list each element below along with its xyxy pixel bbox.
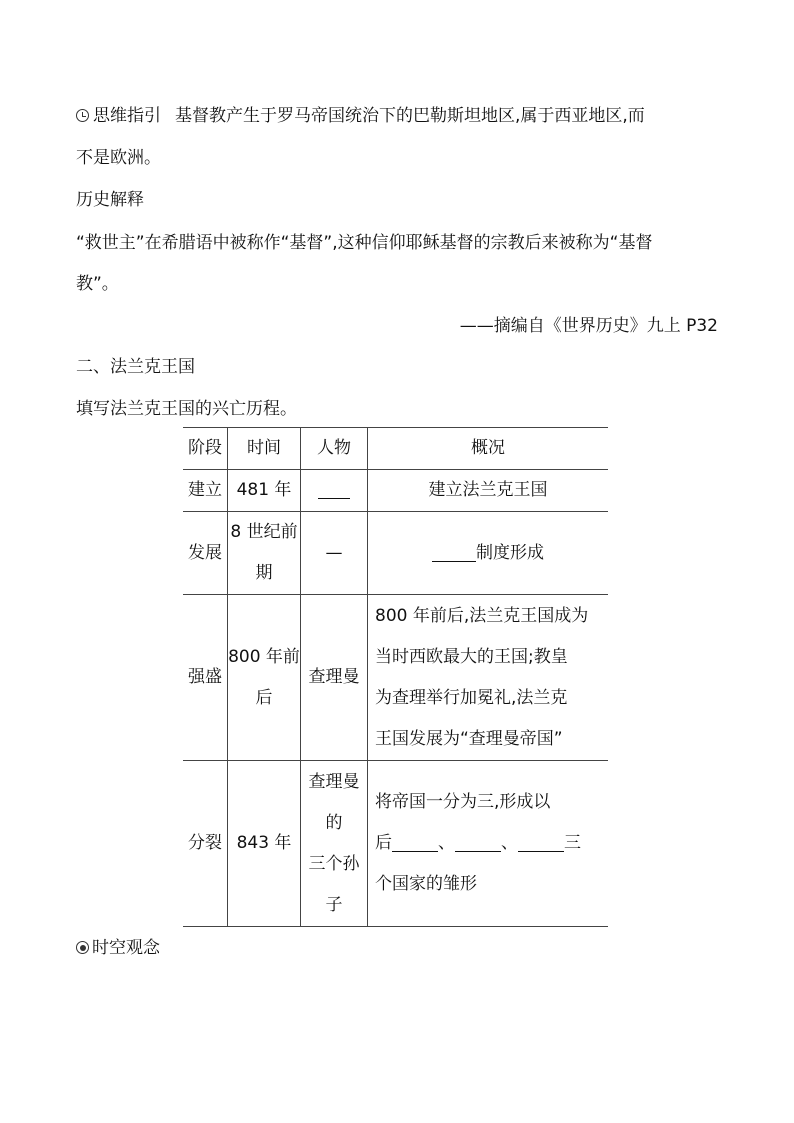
cell-stage: 分裂 <box>183 761 228 927</box>
cell-person: 查理曼 <box>301 595 368 761</box>
table-row <box>183 595 608 761</box>
fill-blank[interactable] <box>392 833 438 852</box>
cell-summary <box>368 512 609 595</box>
table-row <box>183 470 608 512</box>
cell-time <box>228 595 301 761</box>
cell-summary-text: 制度形成 <box>476 542 544 563</box>
cell-person-line: 的 <box>325 812 343 833</box>
cell-person-blank[interactable] <box>301 470 368 512</box>
cell-time-line: 期 <box>255 563 273 583</box>
cell-time-line: 800 年前 <box>228 646 300 667</box>
summary-suffix: 三 <box>564 833 581 853</box>
cell-summary-line: 将帝国一分为三,形成以 <box>375 792 551 812</box>
hint-text-1: 基督教产生于罗马帝国统治下的巴勒斯坦地区,属于西亚地区,而 <box>175 106 645 126</box>
cell-time: 481 年 <box>228 470 301 512</box>
fill-blank[interactable] <box>455 833 501 852</box>
cell-summary-line: 为查理举行加冕礼,法兰克 <box>375 687 568 708</box>
section-heading: 二、法兰克王国 <box>76 357 195 377</box>
summary-sep: 、 <box>438 833 455 853</box>
hint-label: 思维指引 <box>93 106 161 126</box>
clock-icon <box>76 109 89 122</box>
cell-stage: 强盛 <box>183 595 228 761</box>
hint-line-2: 不是欧洲。 <box>76 148 161 168</box>
cell-stage: 发展 <box>183 512 228 595</box>
header-stage: 阶段 <box>183 428 228 470</box>
cell-summary-line: 王国发展为“查理曼帝国” <box>375 728 563 749</box>
cell-time-line: 8 世纪前 <box>230 522 298 542</box>
cell-summary-line: 个国家的雏形 <box>375 874 477 894</box>
cell-person <box>301 761 368 927</box>
cell-summary-line <box>375 823 602 864</box>
cell-person-line: 三个孙 <box>308 853 360 874</box>
cell-person-line: 查理曼 <box>308 771 360 792</box>
fill-blank[interactable] <box>318 480 350 499</box>
cell-summary-line: 当时西欧最大的王国;教皇 <box>375 646 568 667</box>
history-text-1: “救世主”在希腊语中被称作“基督”,这种信仰耶稣基督的宗教后来被称为“基督 <box>76 233 653 253</box>
summary-prefix: 后 <box>375 833 392 853</box>
header-person: 人物 <box>301 428 368 470</box>
cell-time: 843 年 <box>228 761 301 927</box>
summary-sep: 、 <box>501 833 518 853</box>
header-time: 时间 <box>228 428 301 470</box>
cell-summary: 建立法兰克王国 <box>368 470 609 512</box>
cell-summary <box>368 761 609 927</box>
history-source: ——摘编自《世界历史》九上 P32 <box>459 316 718 336</box>
header-summary: 概况 <box>368 428 609 470</box>
history-heading: 历史解释 <box>76 190 144 210</box>
hint-line-1 <box>76 102 718 130</box>
section-instruction: 填写法兰克王国的兴亡历程。 <box>76 399 297 419</box>
cell-summary-line: 800 年前后,法兰克王国成为 <box>375 605 589 626</box>
cell-summary <box>368 595 609 761</box>
target-icon <box>76 941 89 954</box>
table-header-row <box>183 428 608 470</box>
footer-label: 时空观念 <box>92 938 160 958</box>
table-row <box>183 512 608 595</box>
kingdom-table <box>183 427 608 927</box>
cell-stage: 建立 <box>183 470 228 512</box>
table-row <box>183 761 608 927</box>
fill-blank[interactable] <box>518 833 564 852</box>
cell-person-line: 子 <box>325 894 343 915</box>
history-text-2: 教”。 <box>76 274 119 294</box>
cell-time-line: 后 <box>255 687 273 708</box>
fill-blank[interactable] <box>432 543 476 562</box>
cell-time <box>228 512 301 595</box>
footer-line <box>76 934 718 962</box>
cell-person: — <box>301 512 368 595</box>
